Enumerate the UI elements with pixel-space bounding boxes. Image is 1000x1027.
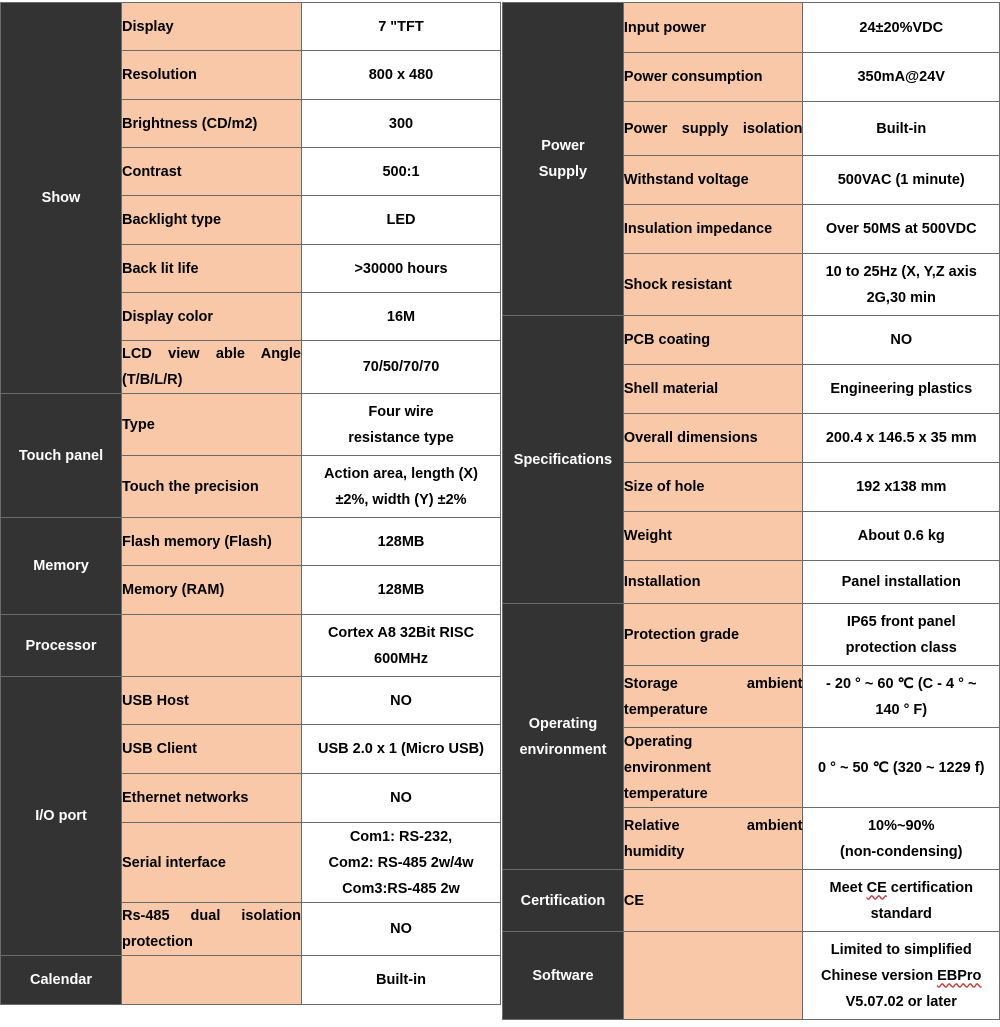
param-line: Operating <box>623 733 693 750</box>
category-line: Power <box>541 138 585 154</box>
param-value: NO <box>302 774 501 823</box>
param-value: 350mA@24V <box>803 53 1000 102</box>
value-line: V5.07.02 or later <box>845 993 957 1010</box>
param-value: Panel installation <box>803 561 1000 604</box>
param-label: Shock resistant <box>623 254 803 316</box>
category-touch-panel: Touch panel <box>1 394 122 518</box>
category-line: Supply <box>538 164 588 180</box>
param-label: Overall dimensions <box>623 414 803 463</box>
value-line: 600MHz <box>374 650 428 667</box>
value-line: 2G,30 min <box>866 289 936 306</box>
param-label: Resolution <box>122 51 302 100</box>
table-row <box>1 956 501 1005</box>
param-value <box>803 254 1000 316</box>
param-label: Rs-485 dual isolation protection <box>122 903 302 956</box>
value-line: Com2: RS-485 2w/4w <box>328 854 474 871</box>
param-value: 128MB <box>302 518 501 566</box>
value-line: Limited to simplified <box>830 941 972 958</box>
value-line: 10 to 25Hz (X, Y,Z axis <box>825 263 977 280</box>
param-value: NO <box>302 677 501 725</box>
table-row <box>503 604 1000 666</box>
param-label: Back lit life <box>122 245 302 293</box>
param-label: Touch the precision <box>122 456 302 518</box>
param-value: 500VAC (1 minute) <box>803 156 1000 205</box>
value-line: (non-condensing) <box>840 843 963 860</box>
param-value: 16M <box>302 293 501 341</box>
param-value <box>803 870 1000 932</box>
param-value: Built-in <box>803 102 1000 156</box>
param-label: Flash memory (Flash) <box>122 518 302 566</box>
table-row <box>503 3 1000 53</box>
param-value <box>803 932 1000 1020</box>
param-label: Relative ambient humidity <box>623 808 803 870</box>
param-label: CE <box>623 870 803 932</box>
category-show: Show <box>1 3 122 394</box>
param-value <box>803 808 1000 870</box>
value-line: Cortex A8 32Bit RISC <box>327 624 475 641</box>
value-text: Chinese version <box>821 967 938 984</box>
param-line: environment <box>623 759 711 776</box>
right-spec-table <box>502 2 1000 1020</box>
param-label: Brightness (CD/m2) <box>122 100 302 148</box>
category-processor: Processor <box>1 615 122 677</box>
spellcheck-mark: EBPro <box>937 967 982 984</box>
table-row <box>503 316 1000 365</box>
param-value: 200.4 x 146.5 x 35 mm <box>803 414 1000 463</box>
value-line: IP65 front panel <box>846 613 956 630</box>
param-value: USB 2.0 x 1 (Micro USB) <box>302 725 501 774</box>
value-text: certification <box>886 879 973 896</box>
param-label: PCB coating <box>623 316 803 365</box>
param-label <box>122 615 302 677</box>
param-label: Type <box>122 394 302 456</box>
param-value: NO <box>302 903 501 956</box>
value-line: protection class <box>845 639 957 656</box>
value-line: standard <box>870 905 932 922</box>
category-certification: Certification <box>503 870 624 932</box>
table-row <box>1 615 501 677</box>
param-label: Installation <box>623 561 803 604</box>
category-io-port: I/O port <box>1 677 122 956</box>
param-value <box>803 604 1000 666</box>
param-label: Memory (RAM) <box>122 566 302 615</box>
param-label: Protection grade <box>623 604 803 666</box>
value-line: 10%~90% <box>867 817 935 834</box>
param-label: Display <box>122 3 302 51</box>
category-software: Software <box>503 932 624 1020</box>
param-value: 128MB <box>302 566 501 615</box>
param-label: USB Client <box>122 725 302 774</box>
param-value: 500:1 <box>302 148 501 196</box>
param-value: 24±20%VDC <box>803 3 1000 53</box>
param-label: Serial interface <box>122 823 302 903</box>
param-value <box>302 394 501 456</box>
value-line <box>803 875 999 901</box>
table-row <box>1 677 501 725</box>
param-value: >30000 hours <box>302 245 501 293</box>
value-line: ±2%, width (Y) ±2% <box>335 491 467 508</box>
param-value: 0 ° ~ 50 ℃ (320 ~ 1229 f) <box>803 728 1000 808</box>
param-value: Over 50MS at 500VDC <box>803 205 1000 254</box>
param-value: About 0.6 kg <box>803 512 1000 561</box>
table-row <box>1 394 501 456</box>
param-value: 800 x 480 <box>302 51 501 100</box>
param-label: Contrast <box>122 148 302 196</box>
category-power-supply <box>503 3 624 316</box>
param-label: Insulation impedance <box>623 205 803 254</box>
category-line: Operating <box>528 715 598 732</box>
param-value <box>302 615 501 677</box>
param-value: LED <box>302 196 501 245</box>
table-row <box>1 3 501 51</box>
value-line: Action area, length (X) <box>324 465 478 482</box>
table-row <box>1 518 501 566</box>
category-operating-environment <box>503 604 624 870</box>
param-label: Power consumption <box>623 53 803 102</box>
param-label: Shell material <box>623 365 803 414</box>
param-value: 300 <box>302 100 501 148</box>
value-line <box>803 963 999 989</box>
param-value: Built-in <box>302 956 501 1005</box>
param-value: 192 x138 mm <box>803 463 1000 512</box>
param-value <box>302 823 501 903</box>
param-label: USB Host <box>122 677 302 725</box>
param-label <box>623 932 803 1020</box>
value-line: 140 ° F) <box>875 701 928 718</box>
value-line: Com3:RS-485 2w <box>342 880 460 897</box>
param-label: Storage ambient temperature <box>623 666 803 728</box>
param-line: temperature <box>623 785 708 802</box>
value-line: resistance type <box>348 429 454 446</box>
param-label: Withstand voltage <box>623 156 803 205</box>
value-line: - 20 ° ~ 60 ℃ (C - 4 ° ~ <box>826 675 977 692</box>
param-label: Weight <box>623 512 803 561</box>
param-label: Backlight type <box>122 196 302 245</box>
value-line: Com1: RS-232, <box>349 828 453 845</box>
param-label: Ethernet networks <box>122 774 302 823</box>
param-value <box>302 456 501 518</box>
param-value <box>803 666 1000 728</box>
category-calendar: Calendar <box>1 956 122 1005</box>
category-line: environment <box>519 741 607 758</box>
param-label: Display color <box>122 293 302 341</box>
param-value: 7 "TFT <box>302 3 501 51</box>
spellcheck-mark: CE <box>866 879 887 896</box>
param-label <box>623 728 803 808</box>
table-row <box>503 932 1000 1020</box>
value-text: Meet <box>829 879 867 896</box>
param-label <box>122 956 302 1005</box>
value-line: Four wire <box>368 403 434 420</box>
table-row <box>503 870 1000 932</box>
param-value: Engineering plastics <box>803 365 1000 414</box>
param-value: NO <box>803 316 1000 365</box>
param-label: Input power <box>623 3 803 53</box>
param-label: Power supply isolation <box>623 102 803 156</box>
left-spec-table <box>0 2 501 1005</box>
param-value: 70/50/70/70 <box>302 341 501 394</box>
param-label: LCD view able Angle (T/B/L/R) <box>122 341 302 394</box>
param-label: Size of hole <box>623 463 803 512</box>
category-specifications: Specifications <box>503 316 624 604</box>
category-memory: Memory <box>1 518 122 615</box>
